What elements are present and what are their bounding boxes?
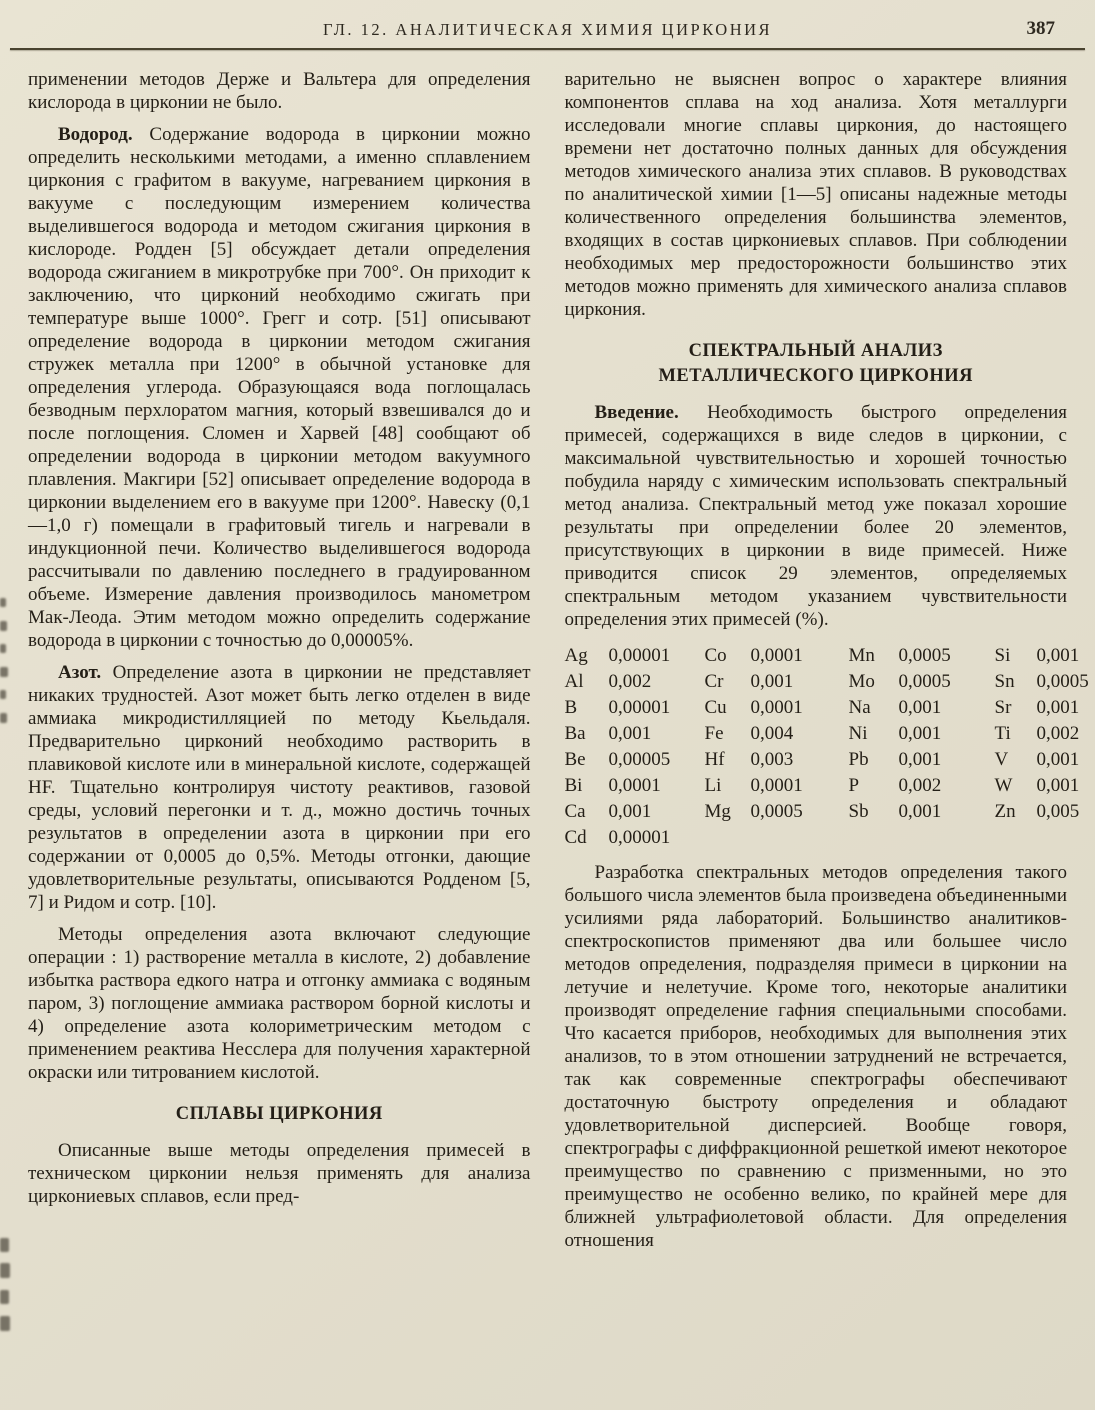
- scan-artifact: [0, 1238, 9, 1252]
- element-symbol: Li: [704, 775, 722, 796]
- paragraph-continuation-right: варительно не выяснен вопрос о характере влияния компонентов сплава на ход анализа. Хотя металлурги исследовали многие сплавы циркония, до настоящего времени нет достаточно полных данных для обсуждения методов химического анализа этих сплавов. В руководствах по аналитической химии [1—5] описаны надежные методы количественного определения большинства элементов, входящих в состав циркониевых сплавов. При соблюдении необходимых мер предосторожности большинство этих методов можно применять для химического анализа сплавов циркония.: [564, 69, 1067, 320]
- element-symbol: Hf: [704, 749, 725, 770]
- element-value: 0,002: [608, 671, 652, 692]
- element-symbol: Ti: [994, 723, 1011, 744]
- element-row: [565, 825, 1068, 851]
- element-value: 0,001: [898, 697, 942, 718]
- element-value: 0,001: [750, 671, 794, 692]
- element-symbol: Sn: [994, 671, 1015, 692]
- scan-artifact: [0, 1316, 10, 1331]
- paragraph-text-hydrogen: Содержание водорода в цирконии можно определить несколькими методами, а именно сплавлением циркония с графитом в вакууме, нагреванием циркония в вакууме с последующим измерением количества выделившегося водорода и методом сжигания циркония в кислороде. Родден [5] обсуждает детали определения водорода сжиганием в микротрубке при 700°. Он приходит к заключению, что цирконий необходимо сжигать при температуре выше 1000°. Грегг и сотр. [51] описывают определение водорода в цирконии методом сжигания стружек металла при 1200° в обычной установке для определения углерода. Образующаяся вода поглощалась безводным перхлоратом магния, который взвешивался до и после поглощения. Сломен и Харвей [48] сообщают об определении водорода в цирконии методом вакуумного плавления. Макгири [52] описывает определение водорода в цирконии выделением его в вакууме при 1200°. Навеску (0,1—1,0 г) помещали в графитовый тигель и нагревали в индукционной печи. Количество выделившегося водорода рассчитывали по давлению последнего в градуированном объеме. Измерение давления производилось манометром Мак-Леода. Этим методом можно определить содержание водорода в цирконии с точностью до 0,00005%.: [28, 124, 531, 651]
- element-row: [564, 643, 1080, 669]
- element-value: 0,001: [608, 801, 652, 822]
- element-value: 0,0005: [750, 801, 803, 822]
- element-row: [564, 773, 1080, 799]
- element-symbol: Fe: [704, 723, 724, 744]
- element-value: 0,002: [1036, 723, 1080, 744]
- element-symbol: Be: [564, 749, 586, 770]
- right-column: [564, 68, 1089, 1252]
- element-row: [564, 721, 1080, 747]
- page-number: 387: [1026, 18, 1055, 39]
- scan-artifact: [0, 690, 6, 699]
- element-value: 0,001: [898, 723, 942, 744]
- element-value: [899, 825, 995, 851]
- element-row: [564, 669, 1089, 695]
- section-heading-spectral: [565, 339, 1068, 389]
- element-symbol: Ca: [564, 801, 586, 822]
- element-value: 0,005: [1036, 801, 1080, 822]
- element-value: 0,001: [1036, 775, 1080, 796]
- element-symbol: Cr: [704, 671, 724, 692]
- element-symbol: Ag: [564, 645, 588, 666]
- paragraph-nitrogen-methods: Методы определения азота включают следующие операции : 1) растворение металла в кислоте, 2) добавление избытка раствора едкого натра и отгонку аммиака с водяным паром, 3) поглощение аммиака раствором борной кислоты и 4) определение азота колориметрическим методом с применением реактива Несслера для получения характерной окраски или титрованием кислотой.: [28, 924, 531, 1083]
- element-symbol: Ba: [564, 723, 586, 744]
- element-symbol: B: [564, 697, 578, 718]
- element-value: 0,00001: [608, 697, 671, 718]
- running-title: ГЛ. 12. АНАЛИТИЧЕСКАЯ ХИМИЯ ЦИРКОНИЯ: [322, 20, 773, 39]
- element-value: 0,001: [608, 723, 652, 744]
- element-value: 0,00001: [608, 645, 671, 666]
- scan-artifact: [0, 621, 7, 631]
- element-symbol: V: [994, 749, 1009, 770]
- element-value: 0,004: [750, 723, 794, 744]
- element-value: 0,0001: [608, 775, 661, 796]
- element-value: 0,001: [1036, 645, 1080, 666]
- element-value: 0,0001: [750, 775, 803, 796]
- element-value: 0,00001: [608, 827, 671, 848]
- element-value: 0,0001: [750, 645, 803, 666]
- element-symbol: Bi: [564, 775, 583, 796]
- element-value: 0,0005: [1036, 671, 1089, 692]
- element-symbol: Si: [994, 645, 1011, 666]
- element-symbol: [849, 825, 899, 851]
- element-symbol: Cu: [704, 697, 727, 718]
- scan-artifact: [0, 667, 8, 677]
- element-value: 0,003: [750, 749, 794, 770]
- paragraph-continuation: применении методов Держе и Вальтера для определения кислорода в цирконии не было.: [28, 69, 531, 113]
- element-value: 0,00005: [608, 749, 671, 770]
- element-value: 0,001: [1036, 749, 1080, 770]
- paragraph-lead-introduction: Введение.: [594, 402, 679, 423]
- section-heading-spectral-line2: МЕТАЛЛИЧЕСКОГО ЦИРКОНИЯ: [658, 366, 974, 386]
- element-symbol: Na: [848, 697, 871, 718]
- element-symbol: Al: [564, 671, 584, 692]
- scan-artifact: [0, 1290, 9, 1304]
- section-heading-alloys: СПЛАВЫ ЦИРКОНИЯ: [175, 1104, 383, 1124]
- paragraph-introduction: [565, 401, 1068, 631]
- element-value: 0,0005: [898, 671, 951, 692]
- element-value: [1037, 825, 1068, 851]
- element-symbol: Sr: [994, 697, 1012, 718]
- element-symbol: Mo: [848, 671, 875, 692]
- scan-artifact: [0, 598, 6, 607]
- element-symbol: Sb: [848, 801, 869, 822]
- paragraph-alloys: Описанные выше методы определения примесей в техническом цирконии нельзя применять для анализа циркониевых сплавов, если пред-: [28, 1140, 531, 1207]
- paragraph-lead-hydrogen: Водород.: [58, 124, 133, 145]
- element-value: 0,0005: [898, 645, 951, 666]
- paragraph-development: Разработка спектральных методов определения такого большого числа элементов была произведена объединенными усилиями ряда лабораторий. Большинство аналитиков-спектроскопистов применяют два или большее число методов определения, подразделяя примеси в цирконии на летучие и нелетучие. Кроме того, некоторые аналитики производят определение гафния специальными способами. Что касается приборов, необходимых для выполнения этих анализов, то в этом отношении затруднений не встречается, так как современные спектрографы обеспечивают достаточную быстроту определения и обладают удовлетворительной дисперсией. Вообще говоря, спектрографы с диффракционной решеткой имеют некоторое преимущество по сравнению с призменными, но это преимущество не особенно велико, по крайней мере для ближней ультрафиолетовой области. Для определения отношения: [564, 862, 1067, 1251]
- element-symbol: Cd: [564, 827, 587, 848]
- element-value: 0,001: [1036, 697, 1080, 718]
- element-symbol: [995, 825, 1037, 851]
- element-symbol: Pb: [848, 749, 869, 770]
- element-value: [751, 825, 849, 851]
- page-header: [0, 16, 1095, 42]
- paragraph-text-introduction: Необходимость быстрого определения примесей, содержащихся в виде следов в цирконии, с максимальной чувствительностью и хорошей точностью побудила наряду с химическим использовать спектральный метод анализа. Спектральный метод уже показал хорошие результаты при определении более 20 элементов, присутствующих в цирконии в виде примесей. Ниже приводится список 29 элементов, определяемых спектральным методом указанием чувствительности определения этих примесей (%).: [564, 402, 1067, 630]
- text-columns: [0, 50, 1095, 1252]
- paragraph-text-nitrogen: Определение азота в цирконии не представляет никаких трудностей. Азот может быть легко отделен в виде аммиака микродистилляцией по методу Кьельдаля. Предварительно цирконий необходимо растворить в плавиковой кислоте или в минеральной кислоте, содержащей HF. Тщательно контролируя чистоту реактивов, газовой среды, условий перегонки и т. д., можно достичь точных результатов в определении азота в цирконии при его содержании от 0,0005 до 0,5%. Методы отгонки, дающие удовлетворительные результаты, описываются Родденом [5, 7] и Ридом и сотр. [10].: [28, 662, 531, 913]
- element-row: [564, 747, 1080, 773]
- paragraph-nitrogen: [28, 661, 531, 914]
- scan-artifact: [0, 1263, 10, 1278]
- element-symbol: Mn: [848, 645, 875, 666]
- element-value: 0,001: [898, 749, 942, 770]
- section-heading-spectral-line1: СПЕКТРАЛЬНЫЙ АНАЛИЗ: [688, 341, 943, 361]
- element-symbol: Mg: [704, 801, 731, 822]
- element-value: 0,002: [898, 775, 942, 796]
- scan-artifact: [0, 644, 6, 653]
- element-symbol: W: [994, 775, 1013, 796]
- left-column: [28, 68, 531, 1252]
- element-value: 0,001: [898, 801, 942, 822]
- element-symbol: P: [848, 775, 860, 796]
- element-symbol: Co: [704, 645, 727, 666]
- element-row: [564, 695, 1080, 721]
- element-row: [564, 799, 1080, 825]
- scan-artifact: [0, 713, 7, 723]
- element-value: 0,0001: [750, 697, 803, 718]
- element-symbol: Ni: [848, 723, 868, 744]
- element-symbol: Zn: [994, 801, 1016, 822]
- paragraph-hydrogen: [28, 123, 531, 652]
- element-table: [564, 643, 1089, 851]
- element-symbol: [705, 825, 751, 851]
- paragraph-lead-nitrogen: Азот.: [58, 662, 102, 683]
